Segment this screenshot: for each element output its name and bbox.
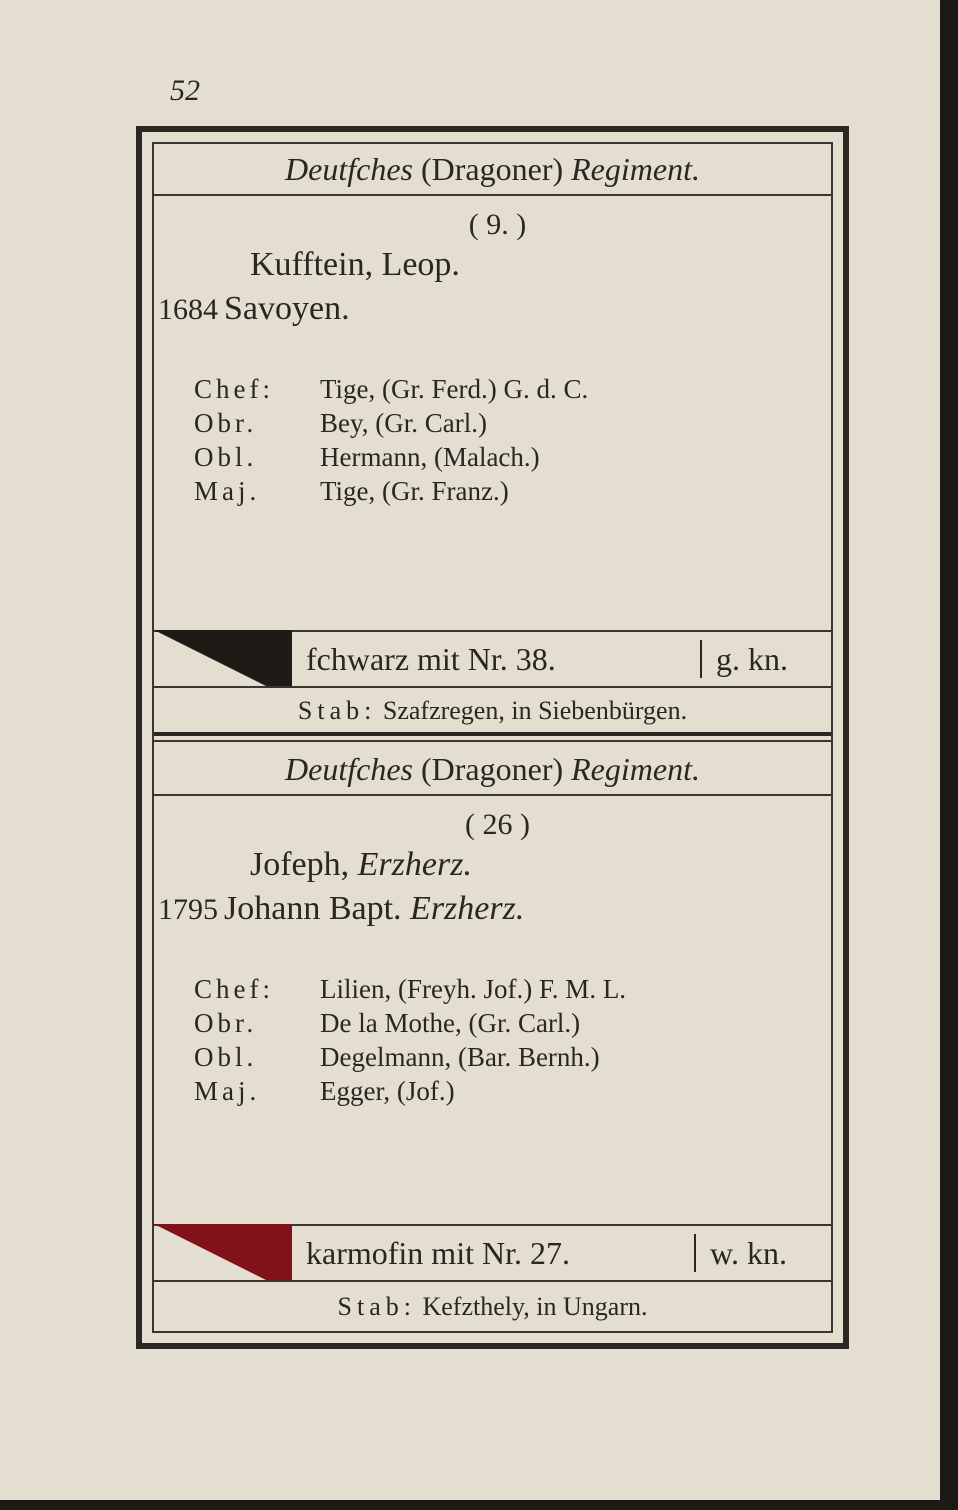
owner-title: Erzherz. <box>410 890 525 927</box>
officer-name: Lilien, (Freyh. Jof.) F. M. L. <box>320 974 627 1004</box>
regiment-header <box>154 144 831 196</box>
uniform-color-row <box>154 1224 831 1282</box>
founding-year: 1795 <box>158 893 218 926</box>
header-dragoner: (Dragoner) <box>420 751 564 787</box>
officer-name: Tige, (Gr. Ferd.) G. d. C. <box>320 374 589 404</box>
officer-row-maj <box>194 474 588 508</box>
uniform-color-text: karmofin mit Nr. 27. <box>306 1235 570 1271</box>
owner-name: Jofeph, <box>250 846 358 883</box>
officer-name: De la Mothe, (Gr. Carl.) <box>320 1008 581 1038</box>
uniform-color-text: fchwarz mit Nr. 38. <box>306 641 556 677</box>
regiment-frame <box>136 126 849 1349</box>
regiment-name-line1: Kufftein, Leop. <box>250 246 460 283</box>
officer-name: Hermann, (Malach.) <box>320 442 540 472</box>
stab-text: Szafzregen, in Siebenbürgen. <box>382 696 688 725</box>
pennant-flag-icon <box>154 1222 304 1284</box>
page-number: 52 <box>170 74 200 107</box>
officer-name: Degelmann, (Bar. Bernh.) <box>320 1042 600 1072</box>
header-dragoner: (Dragoner) <box>420 151 564 187</box>
officer-title: Chef: <box>194 374 274 404</box>
founding-year: 1684 <box>158 293 218 326</box>
regiment-name-line2 <box>158 890 524 928</box>
owner-name: Johann Bapt. <box>224 890 411 927</box>
regiment-name-line1 <box>250 846 472 884</box>
pennant-flag-icon <box>154 628 304 690</box>
regiment-name-line2 <box>158 290 350 328</box>
regiment-number: ( 26 ) <box>465 808 530 841</box>
column-separator <box>694 1234 696 1272</box>
officer-name: Bey, (Gr. Carl.) <box>320 408 487 438</box>
header-regiment: Regiment. <box>571 151 700 187</box>
uniform-color-row <box>154 630 831 688</box>
officer-title: Chef: <box>194 974 274 1004</box>
regiment-entry-26 <box>154 744 831 1341</box>
owner-title: Erzherz. <box>357 846 472 883</box>
owner-name: Savoyen. <box>224 290 350 327</box>
regiment-header <box>154 744 831 796</box>
officers-list <box>194 372 588 508</box>
officer-row-obl <box>194 440 588 474</box>
officers-list <box>194 972 626 1108</box>
stab-text: Kefzthely, in Ungarn. <box>422 1292 648 1321</box>
officer-row-obr <box>194 406 588 440</box>
button-color-text: g. kn. <box>716 641 788 677</box>
officer-name: Tige, (Gr. Franz.) <box>320 476 509 506</box>
regiment-entry-9 <box>154 144 831 732</box>
officer-row-chef <box>194 972 626 1006</box>
officer-name: Egger, (Jof.) <box>320 1076 455 1106</box>
officer-title: Obr. <box>194 408 258 438</box>
officer-title: Maj. <box>194 476 261 506</box>
button-color-text: w. kn. <box>710 1235 788 1271</box>
officer-title: Obr. <box>194 1008 258 1038</box>
column-separator <box>700 640 702 678</box>
officer-row-obl <box>194 1040 626 1074</box>
officer-title: Obl. <box>194 1042 258 1072</box>
staff-location <box>154 690 831 732</box>
officer-row-maj <box>194 1074 626 1108</box>
officer-title: Obl. <box>194 442 258 472</box>
stab-label: Stab: <box>297 696 377 725</box>
header-regiment: Regiment. <box>571 751 700 787</box>
stab-label: Stab: <box>337 1292 416 1321</box>
officer-row-obr <box>194 1006 626 1040</box>
frame-inner <box>152 142 833 1333</box>
officer-title: Maj. <box>194 1076 261 1106</box>
staff-location <box>154 1286 831 1328</box>
officer-row-chef <box>194 372 588 406</box>
section-divider <box>154 732 831 742</box>
header-deutsches: Deutfches <box>285 151 413 187</box>
regiment-number: ( 9. ) <box>468 208 527 241</box>
header-deutsches: Deutfches <box>285 751 413 787</box>
